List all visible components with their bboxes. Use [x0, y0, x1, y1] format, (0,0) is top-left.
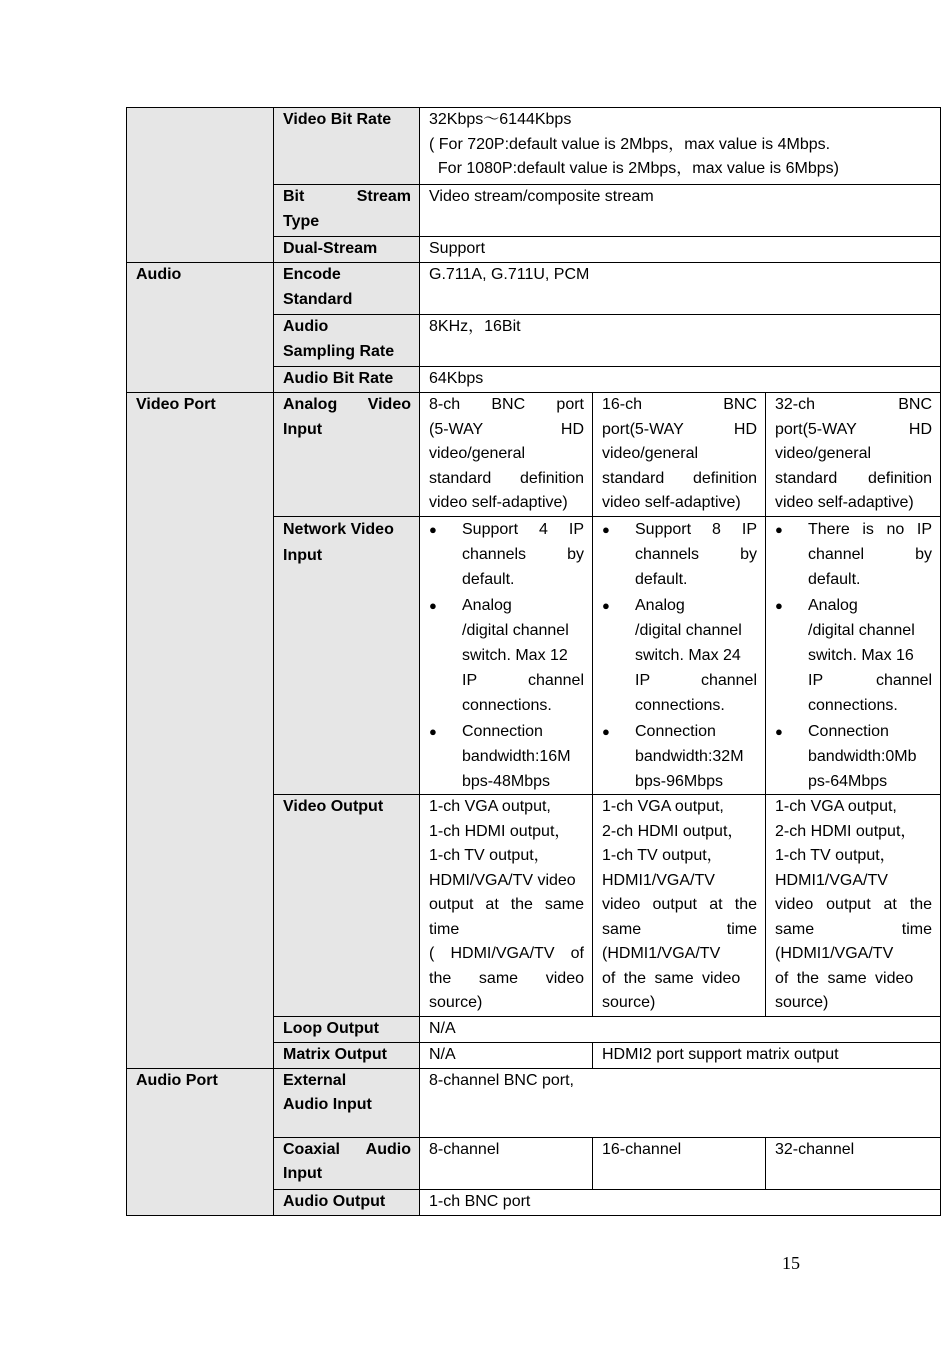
line: source): [602, 994, 656, 1012]
label-part: Input: [283, 546, 323, 564]
line: 1-ch TV output，: [602, 847, 723, 865]
line: 1-ch TV output，: [775, 847, 896, 865]
line: video/general: [775, 445, 872, 462]
list-item: [602, 517, 757, 593]
value-analog-video-input-16ch: [593, 393, 766, 517]
value-coaxial-audio-input-16ch: 16-channel: [593, 1137, 766, 1189]
line: (HDMI1/VGA/TV: [775, 945, 894, 963]
line: 16-ch BNC: [602, 396, 757, 413]
video-bit-rate-line: ( For 720P:default value is 2Mbps，max value is 4Mbps.: [429, 135, 831, 153]
line: HDMI/VGA/TV video: [429, 871, 576, 889]
label-audio-sampling-rate: [274, 315, 420, 367]
line: port(5-WAY HD: [602, 420, 757, 438]
label-part: Sampling Rate: [283, 342, 395, 360]
value-matrix-output-16-32ch: HDMI2 port support matrix output: [593, 1042, 941, 1068]
row-video-bit-rate: [127, 108, 941, 185]
label-audio-bit-rate: Audio Bit Rate: [274, 367, 420, 393]
line: ● Analog: [808, 596, 858, 614]
value-matrix-output-8ch: N/A: [420, 1042, 593, 1068]
line: standard definition: [429, 469, 584, 487]
line: connections.: [635, 697, 725, 715]
label-analog-video-input: [274, 393, 420, 517]
value-network-video-input-16ch: [593, 517, 766, 795]
line: ● Analog: [462, 596, 512, 614]
line: same time: [602, 920, 757, 938]
video-bit-rate-line: For 1080P:default value is 2Mbps，max value is 6Mbps): [429, 160, 839, 177]
line: switch. Max 24: [635, 647, 741, 665]
line: 1-ch VGA output,: [429, 798, 551, 816]
list-item: [775, 593, 932, 719]
line: (5-WAY HD: [429, 420, 584, 438]
line: channel by: [808, 546, 933, 564]
list-item: [429, 517, 584, 593]
value-encode-standard: G.711A, G.711U, PCM: [420, 263, 941, 315]
line: video/general: [602, 445, 699, 462]
label-video-bit-rate: Video Bit Rate: [274, 108, 420, 185]
label-coaxial-audio-input: [274, 1137, 420, 1189]
line: switch. Max 16: [808, 647, 914, 665]
label-part: Type: [283, 212, 320, 230]
line: IP channel: [635, 672, 757, 690]
line: 1-ch VGA output,: [775, 798, 897, 816]
line: 1-ch TV output，: [429, 847, 550, 865]
label-part: Network Video: [283, 521, 394, 538]
value-analog-video-input-32ch: [766, 393, 941, 517]
line: ( HDMI/VGA/TV of: [429, 945, 584, 963]
line: 2-ch HDMI output，: [775, 822, 917, 840]
value-audio-sampling-rate: 8KHz，16Bit: [420, 315, 941, 367]
bullet-list: [429, 517, 584, 794]
label-encode-standard: [274, 263, 420, 315]
list-item: [429, 593, 584, 719]
line: source): [775, 994, 829, 1012]
line: IP channel: [808, 672, 933, 690]
label-audio-output: Audio Output: [274, 1189, 420, 1215]
line: ● Connection: [635, 722, 716, 740]
label-part: Coaxial: [283, 1140, 340, 1158]
line: ps-64Mbps: [808, 773, 888, 791]
value-video-output-8ch: [420, 795, 593, 1017]
list-item: [775, 719, 932, 795]
label-part: External: [283, 1071, 347, 1089]
bullet-list: [775, 517, 932, 794]
line: video self-adaptive): [775, 494, 914, 511]
line: bps-48Mbps: [462, 773, 551, 791]
line: connections.: [462, 697, 552, 715]
label-part: Stream: [356, 188, 411, 205]
value-video-bit-rate: [420, 108, 941, 185]
list-item: [602, 593, 757, 719]
line: time: [429, 920, 460, 938]
line: 1-ch HDMI output，: [429, 822, 571, 840]
value-network-video-input-8ch: [420, 517, 593, 795]
label-part: Audio: [283, 318, 329, 335]
line: ● There is no IP: [808, 521, 933, 538]
label-part: Audio Input: [283, 1096, 372, 1114]
value-bit-stream-type: Video stream/composite stream: [420, 185, 941, 237]
line: ● Connection: [808, 722, 889, 740]
line: bandwidth:0Mb: [808, 747, 917, 765]
line: video self-adaptive): [602, 494, 741, 511]
row-external-audio-input: [127, 1068, 941, 1137]
category-video-cont: [127, 108, 274, 263]
line: 32-ch BNC: [775, 396, 933, 413]
line: ● Support 8 IP: [635, 521, 757, 538]
label-part: Standard: [283, 290, 353, 308]
line: default.: [808, 571, 861, 589]
line: connections.: [808, 697, 898, 715]
value-network-video-input-32ch: [766, 517, 941, 795]
video-bit-rate-line: 32Kbps～6144Kbps: [429, 111, 572, 128]
label-bit-stream-type: [274, 185, 420, 237]
value-dual-stream: Support: [420, 237, 941, 263]
category-audio: Audio: [127, 263, 274, 393]
line: standard definition: [602, 469, 757, 487]
value-coaxial-audio-input-32ch: 32-channel: [766, 1137, 941, 1189]
label-part: Encode: [283, 266, 341, 283]
label-network-video-input: [274, 517, 420, 795]
row-encode-standard: [127, 263, 941, 315]
line: /digital channel: [808, 621, 915, 639]
category-audio-port: Audio Port: [127, 1068, 274, 1215]
line: video/general: [429, 445, 526, 462]
label-external-audio-input: [274, 1068, 420, 1137]
label-part: Input: [283, 420, 323, 438]
label-loop-output: Loop Output: [274, 1016, 420, 1042]
line: ● Analog: [635, 596, 685, 614]
line: of the same video: [775, 969, 914, 987]
bullet-list: [602, 517, 757, 794]
line: IP channel: [462, 672, 584, 690]
line: port(5-WAY HD: [775, 420, 933, 438]
list-item: [775, 517, 932, 593]
line: the same video: [429, 969, 584, 987]
line: output at the same: [429, 896, 584, 914]
value-loop-output: N/A: [420, 1016, 941, 1042]
line: standard definition: [775, 469, 933, 487]
line: video output at the: [602, 896, 757, 914]
value-analog-video-input-8ch: [420, 393, 593, 517]
line: same time: [775, 920, 933, 938]
list-item: [429, 719, 584, 795]
specification-table: [126, 107, 941, 1216]
line: (HDMI1/VGA/TV: [602, 945, 721, 963]
line: HDMI1/VGA/TV: [775, 871, 888, 889]
line: channels by: [635, 546, 757, 564]
line: /digital channel: [635, 621, 742, 639]
value-video-output-16ch: [593, 795, 766, 1017]
label-video-output: Video Output: [274, 795, 420, 1017]
line: bps-96Mbps: [635, 773, 724, 791]
row-analog-video-input: [127, 393, 941, 517]
line: bandwidth:32M: [635, 747, 744, 765]
label-part: Bit: [283, 188, 305, 205]
line: video output at the: [775, 896, 933, 914]
line: ● Support 4 IP: [462, 521, 584, 538]
line: default.: [635, 571, 688, 589]
list-item: [602, 719, 757, 795]
line: channels by: [462, 546, 584, 564]
line: source): [429, 994, 483, 1012]
line: ● Connection: [462, 722, 543, 740]
line: switch. Max 12: [462, 647, 568, 665]
label-part: Analog: [283, 396, 338, 413]
line: 1-ch VGA output,: [602, 798, 724, 816]
line: HDMI1/VGA/TV: [602, 871, 715, 889]
value-external-audio-input: 8-channel BNC port,: [420, 1068, 941, 1137]
line: of the same video: [602, 969, 741, 987]
line: video self-adaptive): [429, 494, 568, 511]
line: 8-ch BNC port: [429, 396, 584, 413]
line: default.: [462, 571, 515, 589]
value-video-output-32ch: [766, 795, 941, 1017]
line: 2-ch HDMI output，: [602, 822, 744, 840]
label-part: Input: [283, 1165, 323, 1183]
label-matrix-output: Matrix Output: [274, 1042, 420, 1068]
label-part: Audio: [365, 1140, 411, 1158]
line: /digital channel: [462, 621, 569, 639]
line: bandwidth:16M: [462, 747, 571, 765]
value-coaxial-audio-input-8ch: 8-channel: [420, 1137, 593, 1189]
label-part: Video: [367, 396, 411, 413]
value-audio-bit-rate: 64Kbps: [420, 367, 941, 393]
page-number: 15: [782, 1253, 800, 1273]
category-video-port: Video Port: [127, 393, 274, 1069]
value-audio-output: 1-ch BNC port: [420, 1189, 941, 1215]
label-dual-stream: Dual-Stream: [274, 237, 420, 263]
